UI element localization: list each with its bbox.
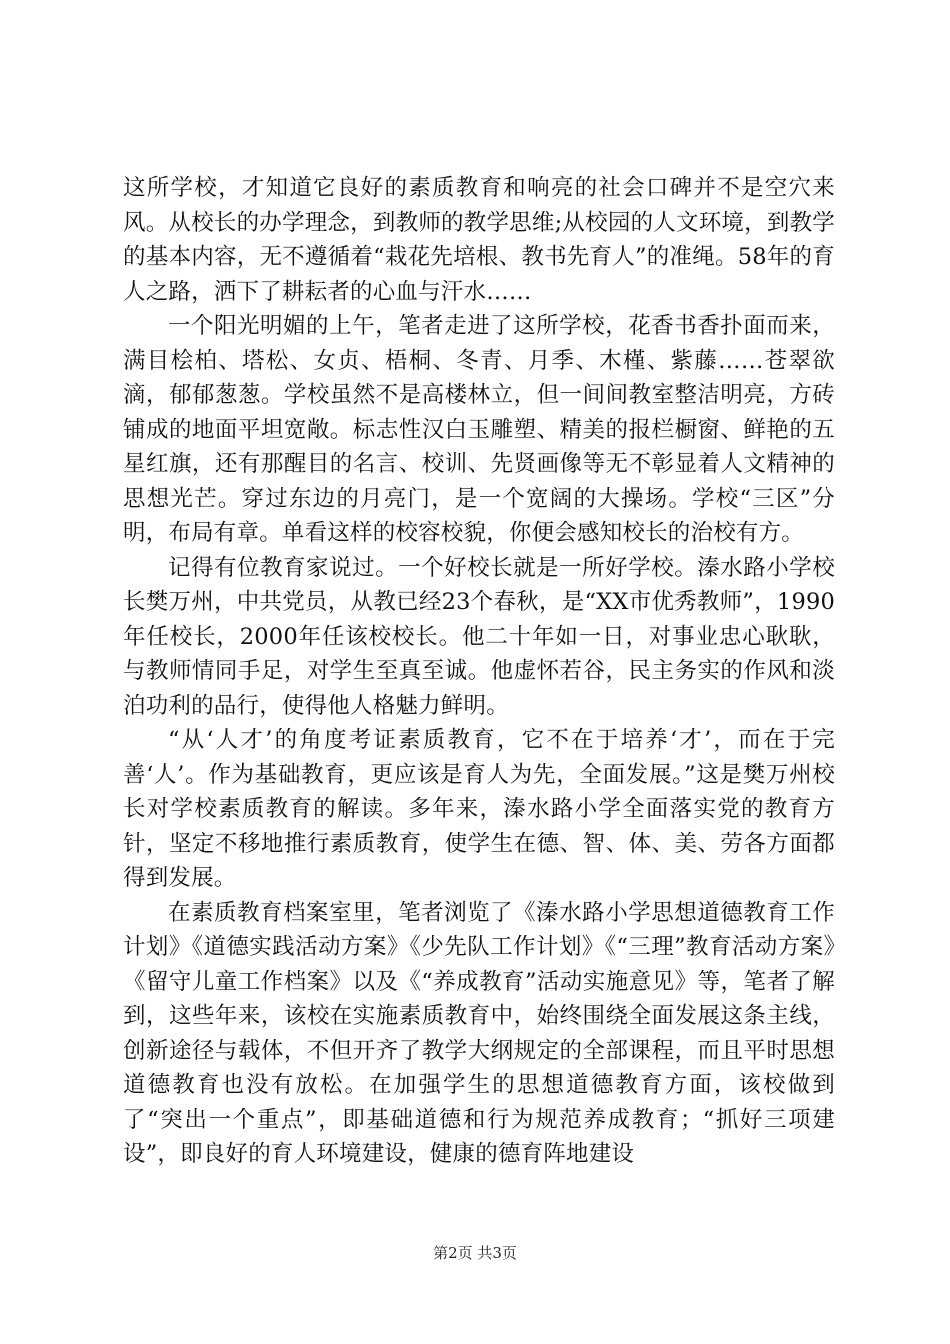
paragraph: 记得有位教育家说过。一个好校长就是一所好学校。溱水路小学校长樊万州，中共党员，从教已经23个春秋，是“XX市优秀教师”，1990年任校长，2000年任该校校长。他二十年如一日，对事业忠心耿耿，与教师情同手足，对学生至真至诚。他虚怀若谷，民主务实的作风和淡泊功利的品行，使得他人格魅力鲜明。: [123, 554, 835, 719]
page-number: 第2页 共3页: [433, 1244, 517, 1262]
paragraph-continuation: 这所学校，才知道它良好的素质教育和响亮的社会口碑并不是空穴来风。从校长的办学理念，到教师的教学思维;从校园的人文环境，到教学的基本内容，无不遵循着“栽花先培根、教书先育人”的准绳。58年的育人之路，洒下了耕耘者的心血与汗水……: [123, 175, 835, 305]
paragraph: “从‘人才’的角度考证素质教育，它不在于培养‘才’，而在于完善‘人’。作为基础教育，更应该是育人为先，全面发展。”这是樊万州校长对学校素质教育的解读。多年来，溱水路小学全面落实党的教育方针，坚定不移地推行素质教育，使学生在德、智、体、美、劳各方面都得到发展。: [123, 727, 835, 891]
body-text: [123, 171, 835, 1172]
paragraph: 在素质教育档案室里，笔者浏览了《溱水路小学思想道德教育工作计划》《道德实践活动方案》《少先队工作计划》《“三理”教育活动方案》《留守儿童工作档案》以及《“养成教育”活动实施意见》等，笔者了解到，这些年来，该校在实施素质教育中，始终围绕全面发展这条主线，创新途径与载体，不但开齐了教学大纲规定的全部课程，而且平时思想道德教育也没有放松。在加强学生的思想道德教育方面，该校做到了“突出一个重点”，即基础道德和行为规范养成教育；“抓好三项建设”，即良好的育人环境建设，健康的德育阵地建设: [123, 899, 835, 1167]
paragraph: 一个阳光明媚的上午，笔者走进了这所学校，花香书香扑面而来，满目桧柏、塔松、女贞、梧桐、冬青、月季、木槿、紫藤……苍翠欲滴，郁郁葱葱。学校虽然不是高楼林立，但一间间教室整洁明亮，方砖铺成的地面平坦宽敞。标志性汉白玉雕塑、精美的报栏橱窗、鲜艳的五星红旗，还有那醒目的名言、校训、先贤画像等无不彰显着人文精神的思想光芒。穿过东边的月亮门，是一个宽阔的大操场。学校“三区”分明，布局有章。单看这样的校容校貌，你便会感知校长的治校有方。: [123, 313, 835, 546]
page-footer: [0, 1243, 950, 1263]
